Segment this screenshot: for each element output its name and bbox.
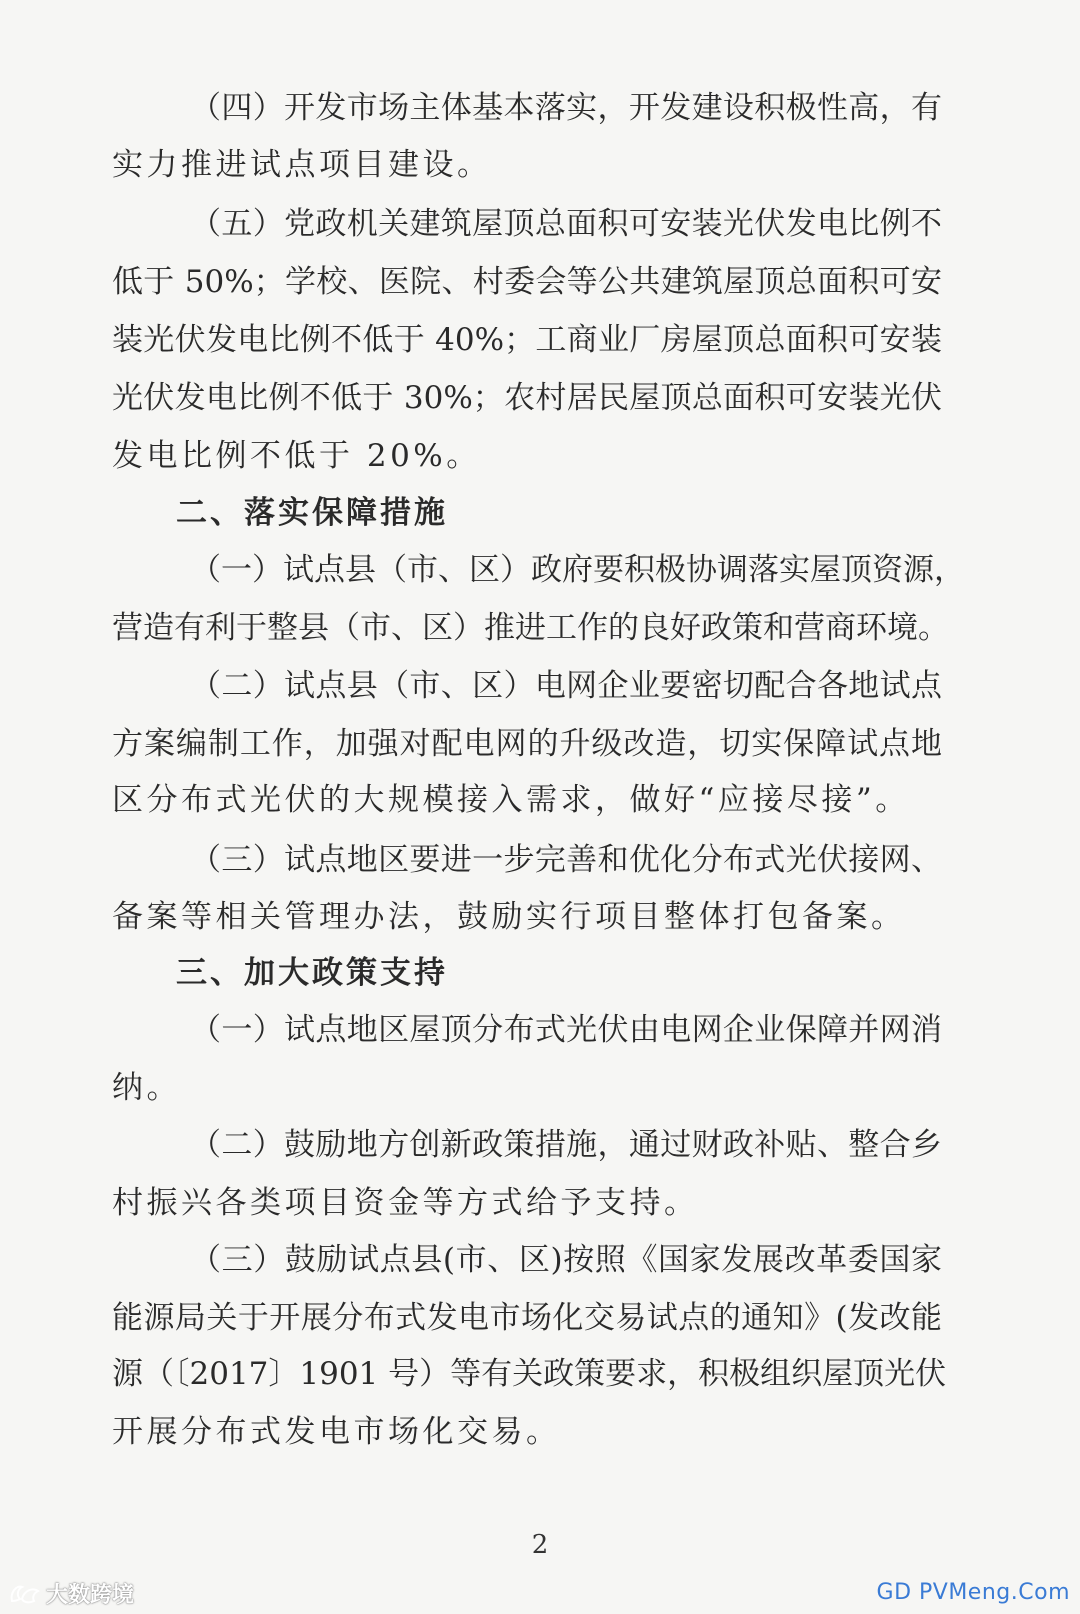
paragraph-line: 光伏发电比例不低于 30%；农村居民屋顶总面积可安装光伏 bbox=[112, 380, 942, 416]
paragraph-line: （五）党政机关建筑屋顶总面积可安装光伏发电比例不 bbox=[190, 206, 942, 242]
paragraph-line: 村振兴各类项目资金等方式给予支持。 bbox=[112, 1185, 699, 1221]
paragraph-line: 低于 50%；学校、医院、村委会等公共建筑屋顶总面积可安 bbox=[112, 264, 942, 300]
paragraph-line: 开展分布式发电市场化交易。 bbox=[112, 1414, 561, 1450]
paragraph-line: 备案等相关管理办法，鼓励实行项目整体打包备案。 bbox=[112, 899, 906, 935]
paragraph-line: 发电比例不低于 20%。 bbox=[112, 438, 481, 474]
watermark-right: GD PVMeng.Com bbox=[876, 1580, 1070, 1605]
paragraph-line: 方案编制工作，加强对配电网的升级改造，切实保障试点地 bbox=[112, 726, 942, 762]
section-heading: 二、落实保障措施 bbox=[176, 495, 448, 531]
paragraph-line: 营造有利于整县（市、区）推进工作的良好政策和营商环境。 bbox=[112, 610, 949, 646]
page-number: 2 bbox=[531, 1530, 549, 1560]
paragraph-line: （三）试点地区要进一步完善和优化分布式光伏接网、 bbox=[190, 842, 942, 878]
paragraph-line: 能源局关于开展分布式发电市场化交易试点的通知》(发改能 bbox=[112, 1300, 942, 1336]
paragraph-line: 源（〔2017〕1901 号）等有关政策要求，积极组织屋顶光伏 bbox=[112, 1356, 947, 1392]
watermark-left-text: 大数跨境 bbox=[46, 1583, 135, 1608]
paragraph-line: 实力推进试点项目建设。 bbox=[112, 147, 492, 183]
paragraph-line: （三）鼓励试点县(市、区)按照《国家发展改革委国家 bbox=[190, 1242, 942, 1278]
section-heading: 三、加大政策支持 bbox=[176, 955, 448, 991]
watermark-left bbox=[8, 1578, 134, 1609]
paragraph-line: （一）试点地区屋顶分布式光伏由电网企业保障并网消 bbox=[190, 1012, 942, 1048]
paragraph-line: 区分布式光伏的大规模接入需求，做好“应接尽接”。 bbox=[112, 782, 910, 818]
paragraph-line: 装光伏发电比例不低于 40%；工商业厂房屋顶总面积可安装 bbox=[112, 322, 942, 358]
watermark-logo-icon bbox=[8, 1581, 42, 1607]
paragraph-line: （四）开发市场主体基本落实，开发建设积极性高，有 bbox=[190, 90, 942, 126]
paragraph-line: （二）鼓励地方创新政策措施，通过财政补贴、整合乡 bbox=[190, 1127, 942, 1163]
paragraph-line: （一）试点县（市、区）政府要积极协调落实屋顶资源， bbox=[190, 552, 965, 588]
paragraph-line: （二）试点县（市、区）电网企业要密切配合各地试点 bbox=[190, 668, 942, 704]
paragraph-line: 纳。 bbox=[112, 1070, 181, 1106]
